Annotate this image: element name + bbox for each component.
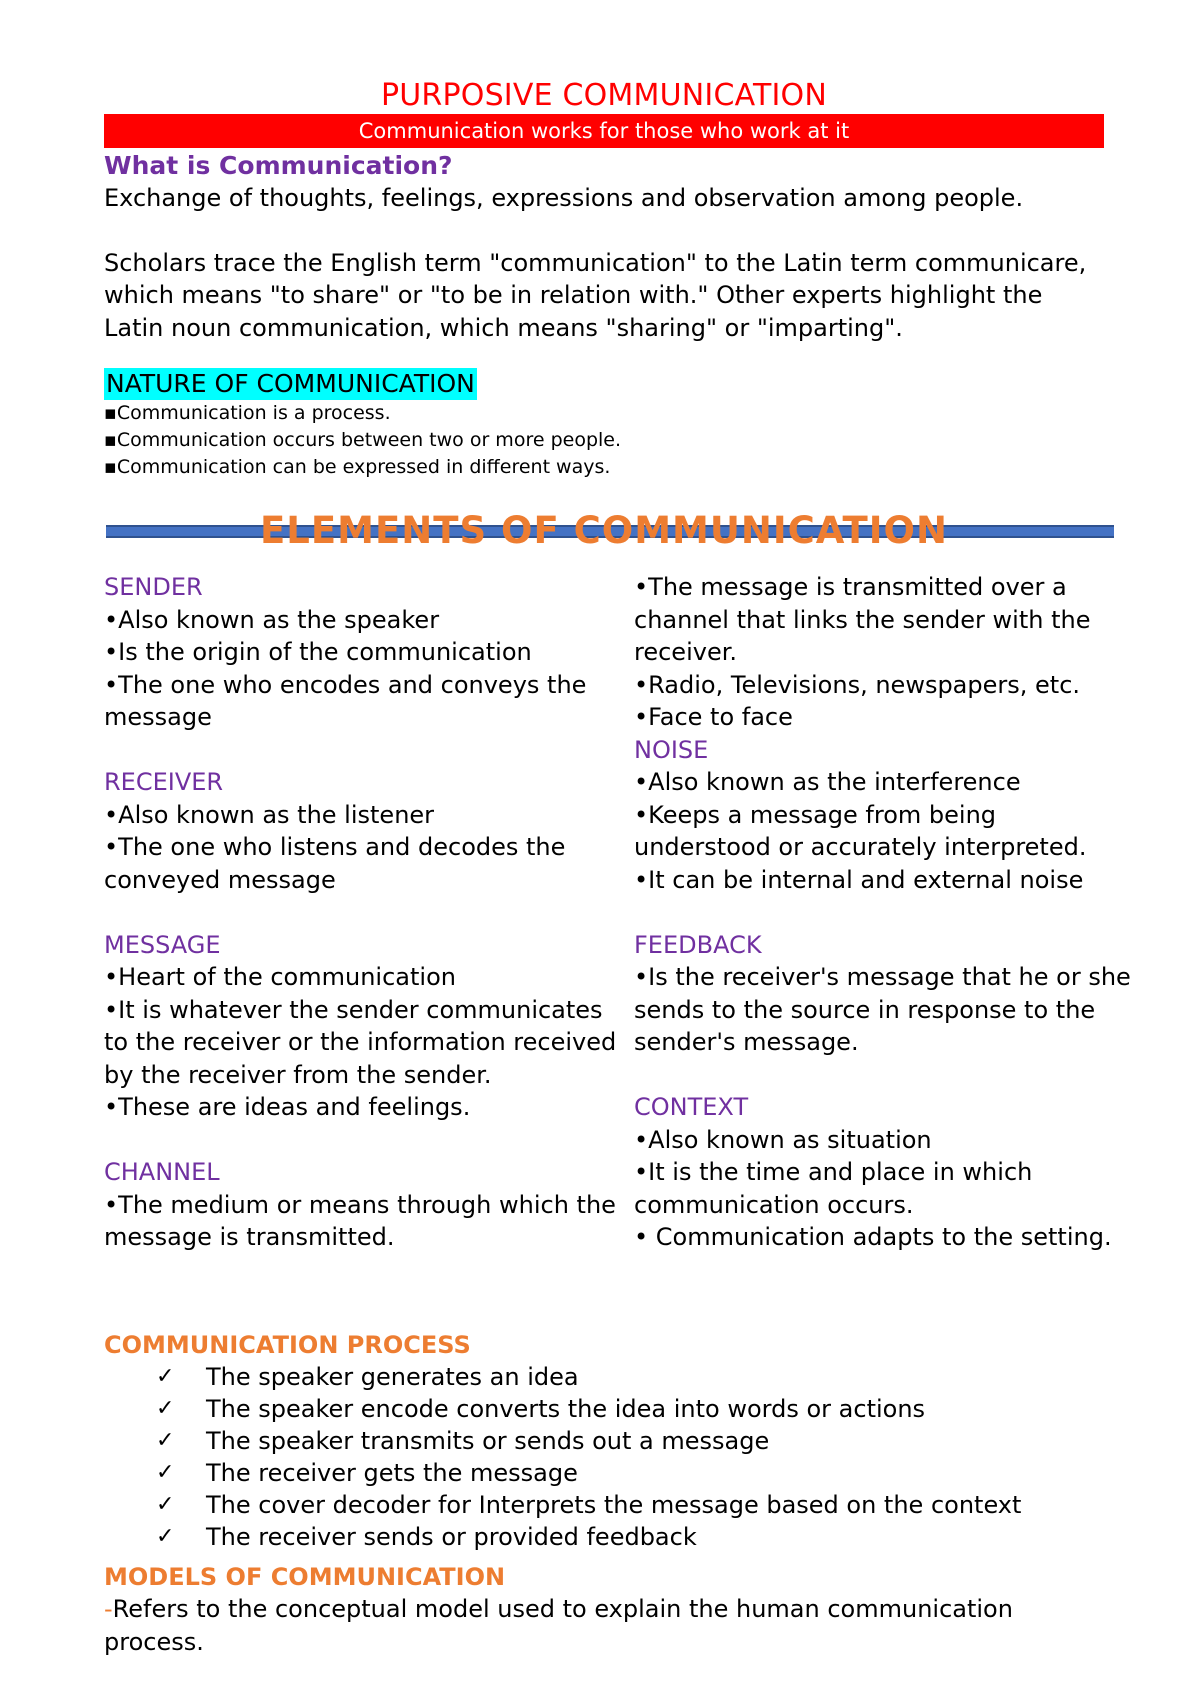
channel-item: •The message is transmitted over a channel that links the sender with the receiver. [634,573,1091,666]
elements-heading: ELEMENTS OF COMMUNICATION [260,509,948,552]
elements-header [104,509,1104,565]
process-step: ✓ The receiver sends or provided feedback [156,1523,697,1551]
nature-item: ▪Communication is a process. [104,402,391,424]
context-item: •It is the time and place in which communication occurs. [634,1158,1033,1219]
models-text: -Refers to the conceptual model used to explain the human communication process. [104,1595,1013,1656]
context-heading: CONTEXT [634,1093,749,1121]
nature-item: ▪Communication occurs between two or more people. [104,429,622,451]
channel-item: •Radio, Televisions, newspapers, etc. [634,670,1081,699]
noise-item: •It can be internal and external noise [634,865,1084,894]
checkmark-icon: ✓ [156,1460,175,1485]
feedback-heading: FEEDBACK [634,930,762,959]
document-page [104,78,1131,1658]
checkmark-icon: ✓ [156,1492,175,1517]
document-title: PURPOSIVE COMMUNICATION [380,78,828,113]
process-step: ✓ The cover decoder for Interprets the message based on the context [156,1491,1022,1519]
checkmark-icon: ✓ [156,1396,175,1421]
checkmark-icon: ✓ [156,1524,175,1549]
etymology-paragraph: Scholars trace the English term "communication" to the Latin term communicare, which means "to share" or "to be in relation with." Other experts highlight the Latin noun communication, which means "sharing" or "imparting". [104,248,1087,342]
channel-heading: CHANNEL [104,1158,220,1186]
receiver-item: •Also known as the listener [104,800,435,829]
channel-item: •Face to face [634,703,793,731]
channel-item: •The medium or means through which the message is transmitted. [104,1190,616,1251]
context-item: •Also known as situation [634,1125,932,1154]
process-step: ✓ The receiver gets the message [156,1459,578,1487]
checkmark-icon: ✓ [156,1428,175,1453]
message-item: •Heart of the communication [104,963,456,991]
context-item: • Communication adapts to the setting. [634,1223,1112,1251]
noise-heading: NOISE [634,735,709,764]
message-item: •It is whatever the sender communicates to the receiver or the information received by the receiver from the sender. [104,995,617,1089]
message-item: •These are ideas and feelings. [104,1093,471,1121]
definition-text: Exchange of thoughts, feelings, expressions and observation among people. [104,184,1024,212]
process-heading: COMMUNICATION PROCESS [104,1331,471,1359]
process-list [104,1361,1104,1553]
process-step: ✓ The speaker transmits or sends out a message [156,1427,770,1455]
checkmark-icon: ✓ [156,1364,175,1389]
sender-item: •Is the origin of the communication [104,638,532,666]
nature-heading: NATURE OF COMMUNICATION [106,369,475,398]
sender-item: •The one who encodes and conveys the message [104,670,587,731]
message-heading: MESSAGE [104,930,221,959]
nature-item: ▪Communication can be expressed in different ways. [104,456,611,478]
noise-item: •Keeps a message from being understood or accurately interpreted. [634,800,1087,861]
receiver-item: •The one who listens and decodes the conveyed message [104,833,566,894]
receiver-heading: RECEIVER [104,768,224,796]
sender-item: •Also known as the speaker [104,605,440,634]
title-banner [104,114,1104,148]
elements-right-column [634,571,1134,1254]
what-heading: What is Communication? [104,151,453,180]
elements-columns [104,571,1131,1329]
models-heading: MODELS OF COMMUNICATION [104,1563,506,1591]
sender-heading: SENDER [104,573,203,601]
tagline: Communication works for those who work at it [358,119,850,143]
process-step: ✓ The speaker encode converts the idea into words or actions [156,1395,926,1423]
elements-left-column [104,571,624,1254]
process-step: ✓ The speaker generates an idea [156,1363,579,1391]
feedback-item: •Is the receiver's message that he or she sends to the source in response to the sender's message. [634,963,1131,1056]
noise-item: •Also known as the interference [634,768,1021,796]
